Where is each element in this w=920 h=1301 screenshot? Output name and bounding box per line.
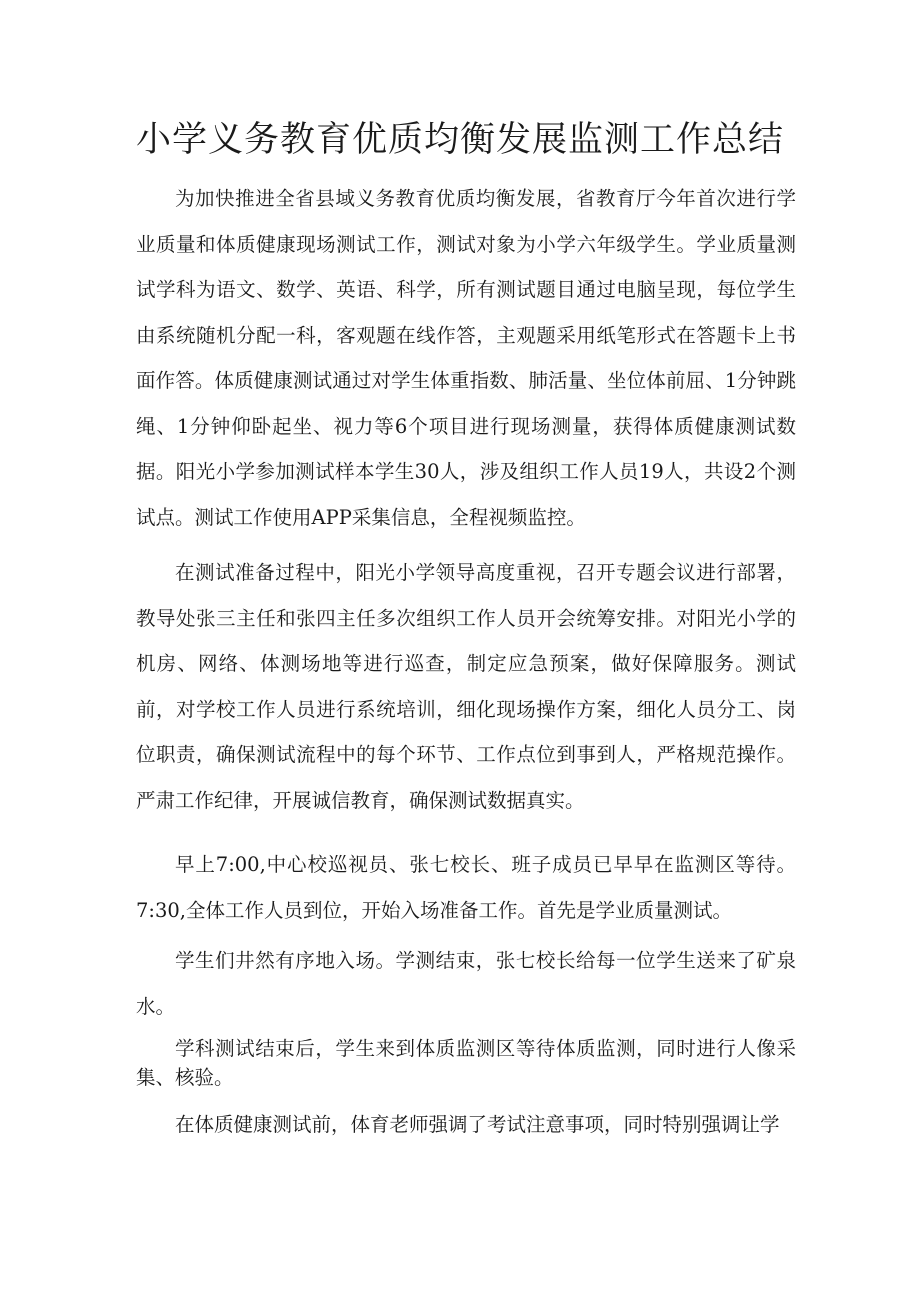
document-title: 小学义务教育优质均衡发展监测工作总结 xyxy=(135,120,784,160)
paragraph-entry: 学生们井然有序地入场。学测结束，张七校长给每一位学生送来了矿泉水。 xyxy=(136,949,796,1018)
paragraph-fitness: 在体质健康测试前，体育老师强调了考试注意事项，同时特别强调让学 xyxy=(175,1113,780,1136)
paragraph-preparation: 在测试准备过程中，阳光小学领导高度重视，召开专题会议进行部署，教导处张三主任和张四主任多次组织工作人员开会统筹安排。对阳光小学的机房、网络、体测场地等进行巡查，制定应急预案，做好保障服务。测试前，对学校工作人员进行系统培训，细化现场操作方案，细化人员分工、岗位职责，确保测试流程中的每个环节、工作点位到事到人，严格规范操作。严肃工作纪律，开展诚信教育，确保测试数据真实。 xyxy=(136,561,796,812)
paragraph-morning: 早上7:00,中心校巡视员、张七校长、班子成员已早早在监测区等待。7:30,全体工作人员到位，开始入场准备工作。首先是学业质量测试。 xyxy=(136,853,796,922)
paragraph-intro: 为加快推进全省县域义务教育优质均衡发展，省教育厅今年首次进行学业质量和体质健康现场测试工作，测试对象为小学六年级学生。学业质量测试学科为语文、数学、英语、科学，所有测试题目通过电脑呈现，每位学生由系统随机分配一科，客观题在线作答，主观题采用纸笔形式在答题卡上书面作答。体质健康测试通过对学生体重指数、肺活量、坐位体前屈、1分钟跳绳、1分钟仰卧起坐、视力等6个项目进行现场测量，获得体质健康测试数据。阳光小学参加测试样本学生30人，涉及组织工作人员19人，共设2个测试点。测试工作使用APP采集信息，全程视频监控。 xyxy=(136,187,796,529)
paragraph-after-test: 学科测试结束后，学生来到体质监测区等待体质监测，同时进行人像采集、核验。 xyxy=(136,1037,796,1089)
